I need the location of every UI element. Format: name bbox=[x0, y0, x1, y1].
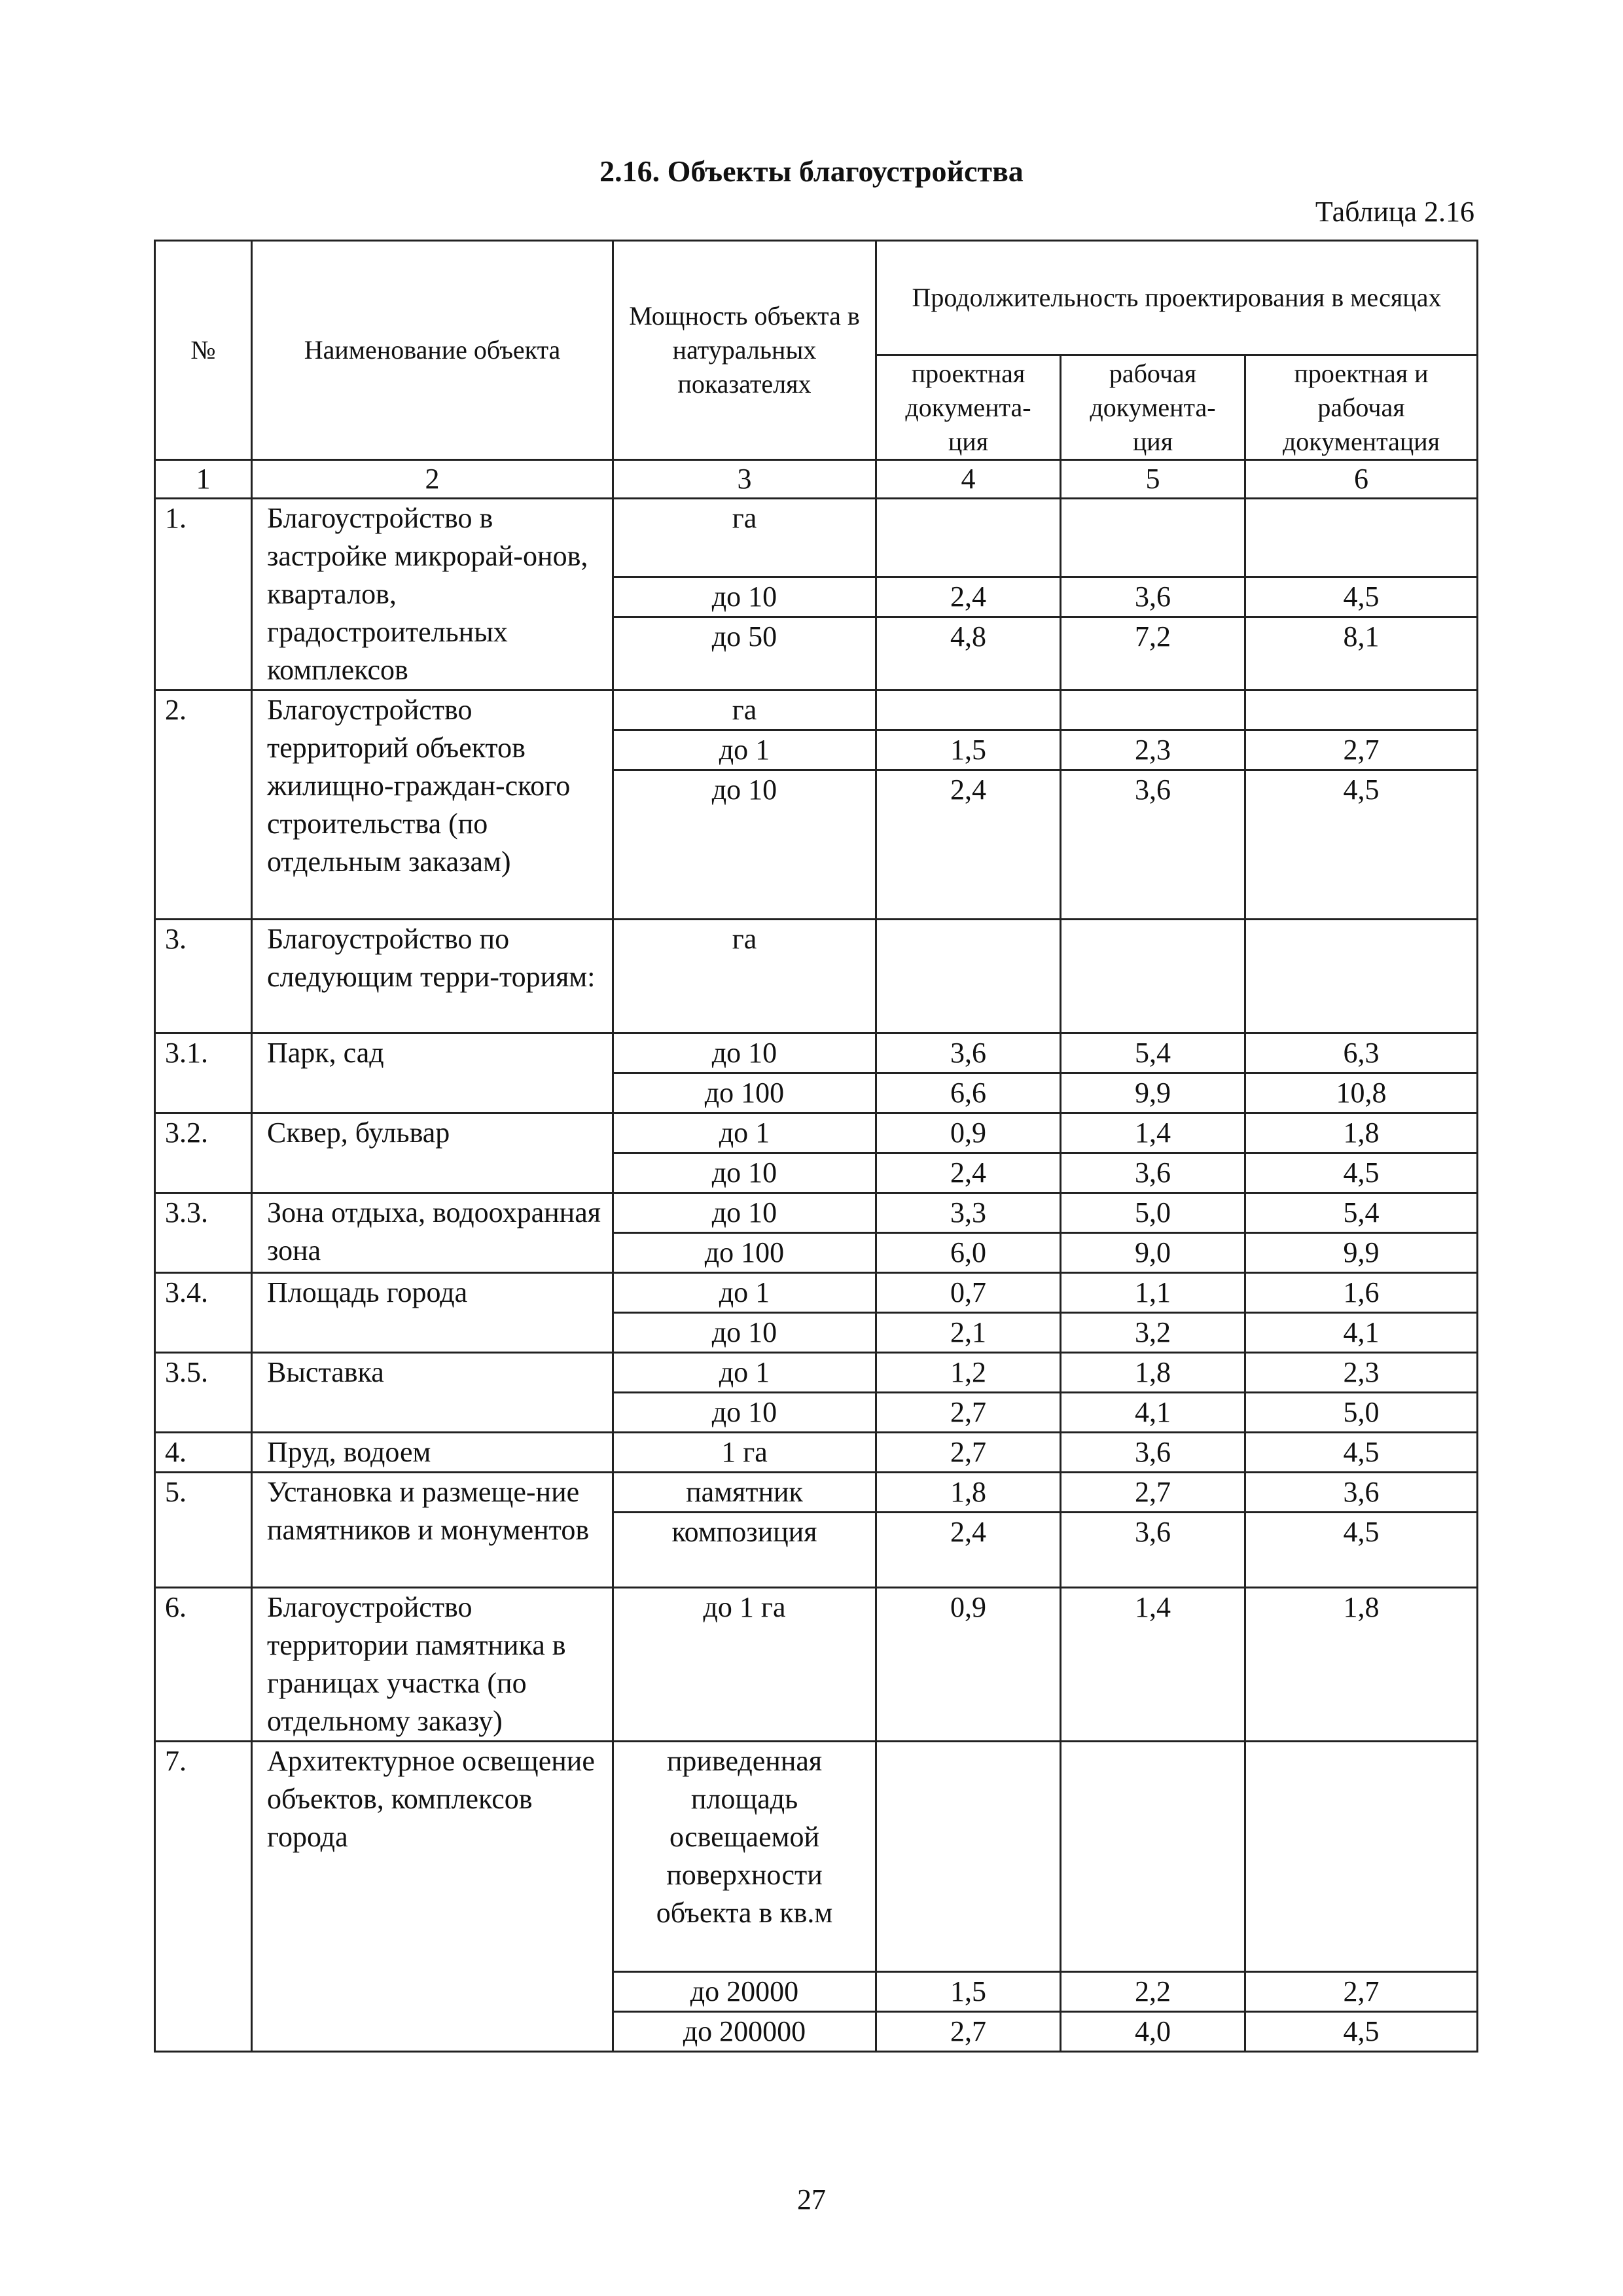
working-value: 3,6 bbox=[1061, 1433, 1245, 1473]
column-number: 3 bbox=[613, 460, 876, 499]
object-name: Зона отдыха, водоохранная зона bbox=[252, 1193, 613, 1273]
page-number: 27 bbox=[797, 2183, 826, 2215]
design-value: 2,4 bbox=[876, 577, 1061, 617]
row-number: 3. bbox=[155, 920, 252, 1033]
row-number: 3.1. bbox=[155, 1033, 252, 1113]
capacity: до 10 bbox=[613, 770, 876, 920]
column-number: 1 bbox=[155, 460, 252, 499]
design-value: 1,5 bbox=[876, 1972, 1061, 2012]
working-value: 9,9 bbox=[1061, 1073, 1245, 1113]
capacity: до 1 bbox=[613, 730, 876, 770]
working-value: 4,1 bbox=[1061, 1393, 1245, 1433]
row-number: 4. bbox=[155, 1433, 252, 1473]
capacity: до 50 bbox=[613, 617, 876, 691]
header-combined-docs: проектная и рабочая документация bbox=[1245, 355, 1478, 460]
object-name: Сквер, бульвар bbox=[252, 1113, 613, 1193]
combined-value: 2,7 bbox=[1245, 1972, 1478, 2012]
working-value: 1,4 bbox=[1061, 1588, 1245, 1742]
object-name: Архитектурное освещение объектов, комплексов города bbox=[252, 1742, 613, 2052]
design-value: 3,6 bbox=[876, 1033, 1061, 1073]
row-number: 3.5. bbox=[155, 1353, 252, 1433]
table-row bbox=[155, 920, 1478, 1033]
capacity: до 200000 bbox=[613, 2012, 876, 2052]
combined-value: 4,5 bbox=[1245, 577, 1478, 617]
combined-value: 8,1 bbox=[1245, 617, 1478, 691]
design-value: 2,7 bbox=[876, 1393, 1061, 1433]
design-value: 3,3 bbox=[876, 1193, 1061, 1233]
working-value: 3,6 bbox=[1061, 770, 1245, 920]
working-value: 7,2 bbox=[1061, 617, 1245, 691]
capacity-unit: га bbox=[613, 499, 876, 577]
working-value: 1,8 bbox=[1061, 1353, 1245, 1393]
design-value: 0,9 bbox=[876, 1588, 1061, 1742]
section-title: 2.16. Объекты благоустройства bbox=[599, 154, 1024, 188]
row-number: 1. bbox=[155, 499, 252, 691]
combined-value: 4,1 bbox=[1245, 1313, 1478, 1353]
working-value: 4,0 bbox=[1061, 2012, 1245, 2052]
design-value: 1,2 bbox=[876, 1353, 1061, 1393]
working-value: 3,6 bbox=[1061, 1513, 1245, 1588]
capacity: 1 га bbox=[613, 1433, 876, 1473]
table-row bbox=[155, 1193, 1478, 1233]
design-value: 2,4 bbox=[876, 1153, 1061, 1193]
table-row bbox=[155, 1033, 1478, 1073]
capacity: до 1 bbox=[613, 1353, 876, 1393]
column-number: 6 bbox=[1245, 460, 1478, 499]
combined-value: 4,5 bbox=[1245, 2012, 1478, 2052]
working-value: 5,0 bbox=[1061, 1193, 1245, 1233]
row-number: 7. bbox=[155, 1742, 252, 2052]
object-name: Благоустройство территории памятника в границах участка (по отдельному заказу) bbox=[252, 1588, 613, 1742]
working-value: 1,1 bbox=[1061, 1273, 1245, 1313]
object-name: Площадь города bbox=[252, 1273, 613, 1353]
capacity: до 10 bbox=[613, 1033, 876, 1073]
combined-value: 2,3 bbox=[1245, 1353, 1478, 1393]
combined-value: 2,7 bbox=[1245, 730, 1478, 770]
design-value: 4,8 bbox=[876, 617, 1061, 691]
row-number: 3.2. bbox=[155, 1113, 252, 1193]
combined-value: 9,9 bbox=[1245, 1233, 1478, 1273]
row-number: 5. bbox=[155, 1473, 252, 1588]
capacity-unit: га bbox=[613, 920, 876, 1033]
object-name: Благоустройство территорий объектов жилищно-граждан-ского строительства (по отдельным заказам) bbox=[252, 691, 613, 920]
capacity: до 10 bbox=[613, 1313, 876, 1353]
combined-value: 10,8 bbox=[1245, 1073, 1478, 1113]
object-name: Выставка bbox=[252, 1353, 613, 1433]
combined-value: 4,5 bbox=[1245, 1513, 1478, 1588]
combined-value: 5,4 bbox=[1245, 1193, 1478, 1233]
capacity: до 20000 bbox=[613, 1972, 876, 2012]
working-value: 3,6 bbox=[1061, 1153, 1245, 1193]
working-value: 2,7 bbox=[1061, 1473, 1245, 1513]
capacity: до 10 bbox=[613, 1153, 876, 1193]
object-name: Благоустройство в застройке микрорай-онов, кварталов, градостроительных комплексов bbox=[252, 499, 613, 691]
capacity: памятник bbox=[613, 1473, 876, 1513]
table-row bbox=[155, 1473, 1478, 1513]
object-name: Пруд, водоем bbox=[252, 1433, 613, 1473]
capacity-unit: приведенная площадь освещаемой поверхности объекта в кв.м bbox=[613, 1742, 876, 1972]
capacity: до 100 bbox=[613, 1073, 876, 1113]
table-row bbox=[155, 499, 1478, 577]
object-name: Парк, сад bbox=[252, 1033, 613, 1113]
table-row bbox=[155, 1433, 1478, 1473]
design-value: 2,7 bbox=[876, 2012, 1061, 2052]
working-value: 3,2 bbox=[1061, 1313, 1245, 1353]
combined-value: 3,6 bbox=[1245, 1473, 1478, 1513]
row-number: 3.3. bbox=[155, 1193, 252, 1273]
design-value: 0,7 bbox=[876, 1273, 1061, 1313]
working-value: 5,4 bbox=[1061, 1033, 1245, 1073]
working-value: 2,3 bbox=[1061, 730, 1245, 770]
combined-value: 4,5 bbox=[1245, 770, 1478, 920]
design-value: 1,5 bbox=[876, 730, 1061, 770]
capacity: до 10 bbox=[613, 1193, 876, 1233]
combined-value: 6,3 bbox=[1245, 1033, 1478, 1073]
header-working-docs: рабочая документа-ция bbox=[1061, 355, 1245, 460]
design-value: 1,8 bbox=[876, 1473, 1061, 1513]
combined-value: 1,8 bbox=[1245, 1588, 1478, 1742]
capacity: композиция bbox=[613, 1513, 876, 1588]
capacity: до 10 bbox=[613, 577, 876, 617]
capacity: до 1 bbox=[613, 1113, 876, 1153]
header-duration: Продолжительность проектирования в месяцах bbox=[876, 241, 1478, 355]
header-design-docs: проектная документа-ция bbox=[876, 355, 1061, 460]
combined-value: 1,8 bbox=[1245, 1113, 1478, 1153]
design-value: 6,6 bbox=[876, 1073, 1061, 1113]
row-number: 6. bbox=[155, 1588, 252, 1742]
design-value: 0,9 bbox=[876, 1113, 1061, 1153]
table-row bbox=[155, 1742, 1478, 1972]
object-name: Благоустройство по следующим терри-ториям: bbox=[252, 920, 613, 1033]
combined-value: 5,0 bbox=[1245, 1393, 1478, 1433]
design-value: 2,4 bbox=[876, 770, 1061, 920]
column-number: 2 bbox=[252, 460, 613, 499]
working-value: 9,0 bbox=[1061, 1233, 1245, 1273]
table-row bbox=[155, 691, 1478, 730]
working-value: 2,2 bbox=[1061, 1972, 1245, 2012]
working-value: 3,6 bbox=[1061, 577, 1245, 617]
combined-value: 1,6 bbox=[1245, 1273, 1478, 1313]
capacity: до 1 bbox=[613, 1273, 876, 1313]
table-row bbox=[155, 1588, 1478, 1742]
column-number-row bbox=[155, 460, 1478, 499]
column-number: 5 bbox=[1061, 460, 1245, 499]
header-capacity: Мощность объекта в натуральных показателях bbox=[613, 241, 876, 460]
design-value: 2,4 bbox=[876, 1513, 1061, 1588]
landscaping-table bbox=[154, 240, 1478, 2053]
combined-value: 4,5 bbox=[1245, 1433, 1478, 1473]
row-number: 3.4. bbox=[155, 1273, 252, 1353]
capacity: до 1 га bbox=[613, 1588, 876, 1742]
capacity-unit: га bbox=[613, 691, 876, 730]
design-value: 2,7 bbox=[876, 1433, 1061, 1473]
object-name: Установка и размеще-ние памятников и монументов bbox=[252, 1473, 613, 1588]
row-number: 2. bbox=[155, 691, 252, 920]
table-row bbox=[155, 1353, 1478, 1393]
working-value: 1,4 bbox=[1061, 1113, 1245, 1153]
table-label: Таблица 2.16 bbox=[1315, 196, 1474, 228]
header-name: Наименование объекта bbox=[252, 241, 613, 460]
table-row bbox=[155, 1113, 1478, 1153]
table-row bbox=[155, 1273, 1478, 1313]
design-value: 2,1 bbox=[876, 1313, 1061, 1353]
combined-value: 4,5 bbox=[1245, 1153, 1478, 1193]
capacity: до 100 bbox=[613, 1233, 876, 1273]
capacity: до 10 bbox=[613, 1393, 876, 1433]
column-number: 4 bbox=[876, 460, 1061, 499]
header-number: № bbox=[155, 241, 252, 460]
design-value: 6,0 bbox=[876, 1233, 1061, 1273]
